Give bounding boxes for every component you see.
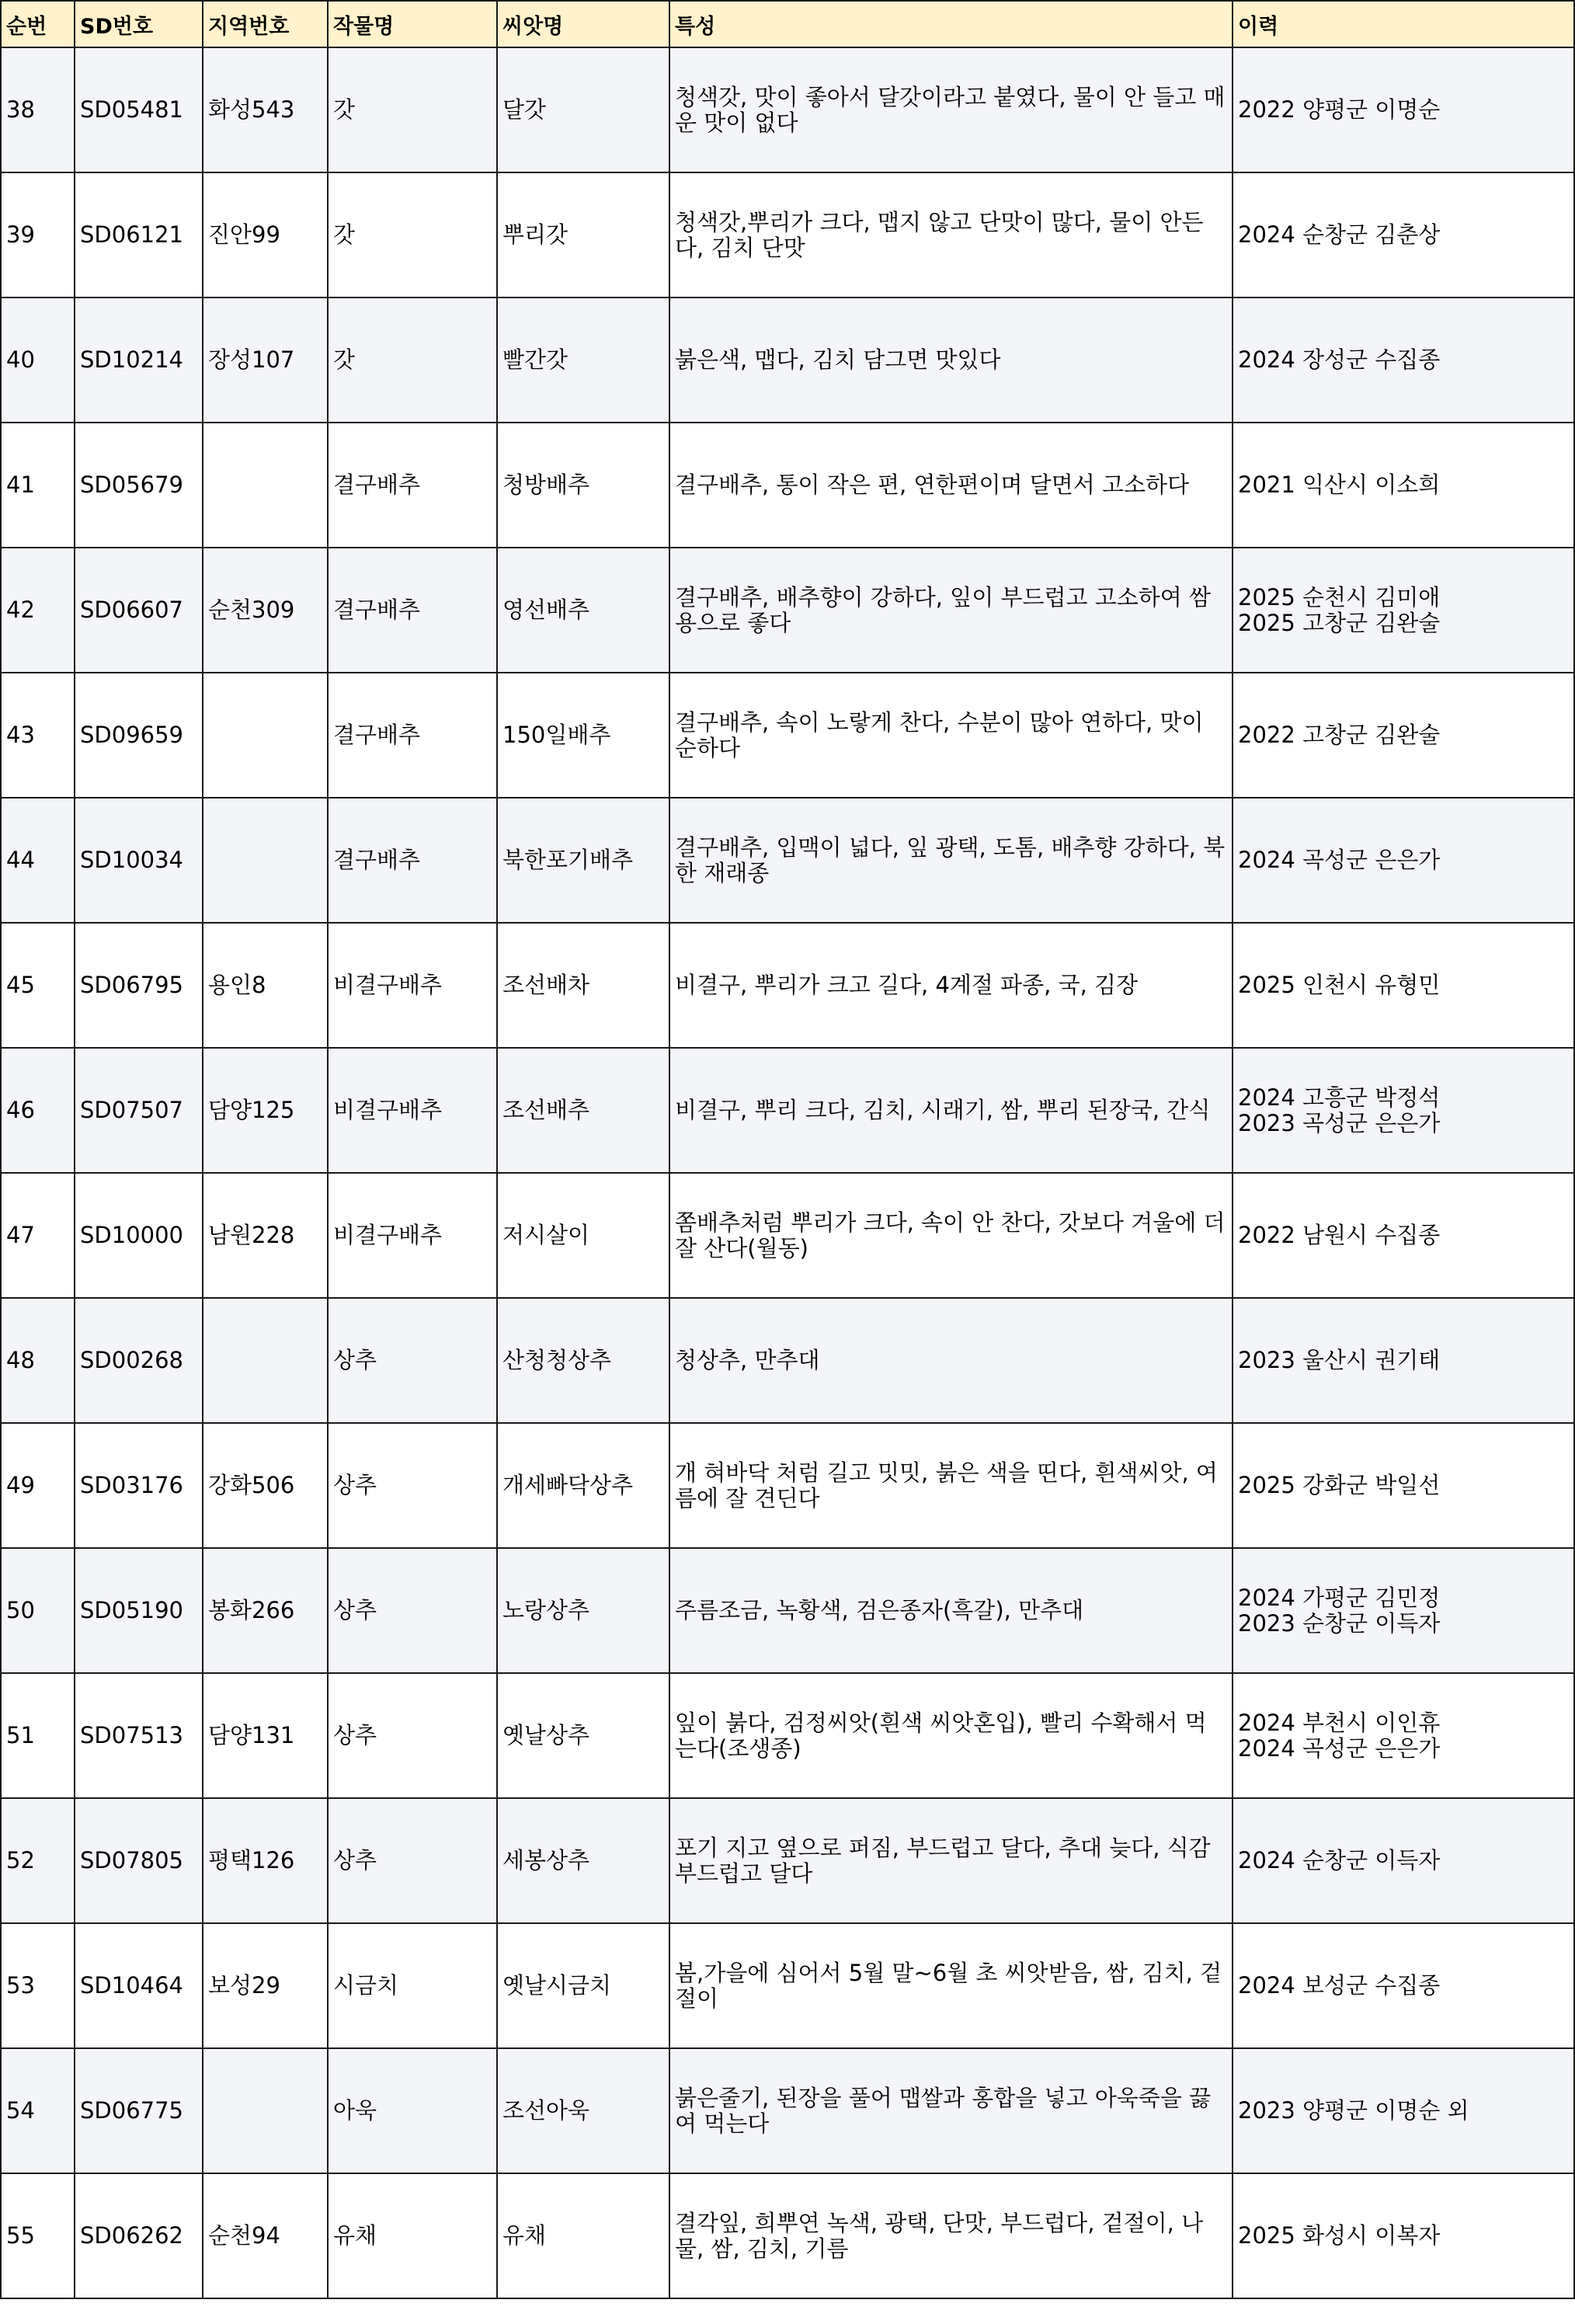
cell-sd-id: SD06607	[75, 548, 203, 673]
cell-crop: 갓	[328, 297, 497, 423]
cell-crop: 상추	[328, 1673, 497, 1798]
cell-crop: 상추	[328, 1423, 497, 1548]
table-row	[1, 2173, 1574, 2298]
cell-number: 42	[1, 548, 75, 673]
cell-region-code	[203, 798, 328, 923]
header-row	[1, 1, 1574, 47]
cell-traits: 주름조금, 녹황색, 검은종자(흑갈), 만추대	[669, 1548, 1233, 1673]
cell-sd-id: SD05190	[75, 1548, 203, 1673]
table-row	[1, 1048, 1574, 1173]
cell-seed-name: 옛날시금치	[497, 1923, 669, 2048]
cell-history: 2024 가평군 김민정 2023 순창군 이득자	[1233, 1548, 1574, 1673]
cell-crop: 상추	[328, 1548, 497, 1673]
cell-traits: 결구배추, 통이 작은 편, 연한편이며 달면서 고소하다	[669, 423, 1233, 548]
cell-crop: 결구배추	[328, 673, 497, 798]
col-header-history: 이력	[1233, 1, 1574, 47]
cell-number: 40	[1, 297, 75, 423]
table-row	[1, 2048, 1574, 2173]
cell-seed-name: 조선배차	[497, 923, 669, 1048]
cell-traits: 비결구, 뿌리 크다, 김치, 시래기, 쌈, 뿌리 된장국, 간식	[669, 1048, 1233, 1173]
cell-sd-id: SD10464	[75, 1923, 203, 2048]
cell-crop: 아욱	[328, 2048, 497, 2173]
cell-sd-id: SD06262	[75, 2173, 203, 2298]
cell-region-code	[203, 2048, 328, 2173]
col-header-seed-name: 씨앗명	[497, 1, 669, 47]
cell-history: 2024 순창군 김춘상	[1233, 172, 1574, 297]
cell-region-code: 순천309	[203, 548, 328, 673]
cell-number: 39	[1, 172, 75, 297]
table-row	[1, 1173, 1574, 1298]
table-row	[1, 548, 1574, 673]
cell-seed-name: 세봉상추	[497, 1798, 669, 1923]
table-row	[1, 1423, 1574, 1548]
cell-traits: 비결구, 뿌리가 크고 길다, 4계절 파종, 국, 김장	[669, 923, 1233, 1048]
col-header-number: 순번	[1, 1, 75, 47]
cell-number: 51	[1, 1673, 75, 1798]
table-row	[1, 1798, 1574, 1923]
cell-traits: 청색갓, 맛이 좋아서 달갓이라고 붙였다, 물이 안 들고 매운 맛이 없다	[669, 47, 1233, 172]
cell-number: 43	[1, 673, 75, 798]
cell-history: 2022 남원시 수집종	[1233, 1173, 1574, 1298]
cell-number: 44	[1, 798, 75, 923]
table-row	[1, 1298, 1574, 1423]
cell-region-code: 담양131	[203, 1673, 328, 1798]
cell-history: 2022 고창군 김완술	[1233, 673, 1574, 798]
cell-traits: 결구배추, 입맥이 넓다, 잎 광택, 도톰, 배추향 강하다, 북한 재래종	[669, 798, 1233, 923]
cell-seed-name: 유채	[497, 2173, 669, 2298]
cell-region-code: 장성107	[203, 297, 328, 423]
table-row	[1, 1548, 1574, 1673]
cell-traits: 청상추, 만추대	[669, 1298, 1233, 1423]
cell-crop: 갓	[328, 47, 497, 172]
table-row	[1, 923, 1574, 1048]
cell-history: 2021 익산시 이소희	[1233, 423, 1574, 548]
cell-number: 41	[1, 423, 75, 548]
cell-history: 2024 장성군 수집종	[1233, 297, 1574, 423]
cell-crop: 결구배추	[328, 548, 497, 673]
cell-history: 2025 강화군 박일선	[1233, 1423, 1574, 1548]
cell-region-code: 용인8	[203, 923, 328, 1048]
cell-history: 2024 순창군 이득자	[1233, 1798, 1574, 1923]
cell-number: 48	[1, 1298, 75, 1423]
cell-crop: 비결구배추	[328, 923, 497, 1048]
cell-traits: 붉은줄기, 된장을 풀어 맵쌀과 홍합을 넣고 아욱죽을 끓여 먹는다	[669, 2048, 1233, 2173]
cell-sd-id: SD00268	[75, 1298, 203, 1423]
cell-region-code: 강화506	[203, 1423, 328, 1548]
cell-number: 46	[1, 1048, 75, 1173]
cell-region-code: 화성543	[203, 47, 328, 172]
cell-sd-id: SD09659	[75, 673, 203, 798]
cell-region-code: 평택126	[203, 1798, 328, 1923]
cell-sd-id: SD03176	[75, 1423, 203, 1548]
cell-traits: 잎이 붉다, 검정씨앗(흰색 씨앗혼입), 빨리 수확해서 먹는다(조생종)	[669, 1673, 1233, 1798]
table-row	[1, 172, 1574, 297]
col-header-crop: 작물명	[328, 1, 497, 47]
cell-crop: 갓	[328, 172, 497, 297]
cell-history: 2022 양평군 이명순	[1233, 47, 1574, 172]
col-header-region-code: 지역번호	[203, 1, 328, 47]
cell-seed-name: 조선아욱	[497, 2048, 669, 2173]
cell-number: 52	[1, 1798, 75, 1923]
cell-history: 2024 고흥군 박정석 2023 곡성군 은은가	[1233, 1048, 1574, 1173]
table-row	[1, 798, 1574, 923]
cell-number: 55	[1, 2173, 75, 2298]
col-header-sd-id: SD번호	[75, 1, 203, 47]
cell-history: 2023 울산시 권기태	[1233, 1298, 1574, 1423]
table-row	[1, 47, 1574, 172]
cell-seed-name: 조선배추	[497, 1048, 669, 1173]
cell-sd-id: SD05481	[75, 47, 203, 172]
cell-history: 2025 순천시 김미애 2025 고창군 김완술	[1233, 548, 1574, 673]
cell-crop: 결구배추	[328, 423, 497, 548]
cell-region-code: 보성29	[203, 1923, 328, 2048]
cell-region-code: 담양125	[203, 1048, 328, 1173]
cell-seed-name: 뿌리갓	[497, 172, 669, 297]
cell-crop: 비결구배추	[328, 1173, 497, 1298]
cell-seed-name: 북한포기배추	[497, 798, 669, 923]
cell-region-code	[203, 673, 328, 798]
cell-number: 47	[1, 1173, 75, 1298]
cell-history: 2024 부천시 이인휴 2024 곡성군 은은가	[1233, 1673, 1574, 1798]
cell-sd-id: SD06775	[75, 2048, 203, 2173]
cell-region-code: 남원228	[203, 1173, 328, 1298]
cell-crop: 시금치	[328, 1923, 497, 2048]
cell-seed-name: 노랑상추	[497, 1548, 669, 1673]
cell-traits: 봄,가을에 심어서 5월 말~6월 초 씨앗받음, 쌈, 김치, 겉절이	[669, 1923, 1233, 2048]
cell-traits: 붉은색, 맵다, 김치 담그면 맛있다	[669, 297, 1233, 423]
cell-sd-id: SD07513	[75, 1673, 203, 1798]
cell-number: 38	[1, 47, 75, 172]
cell-crop: 결구배추	[328, 798, 497, 923]
table-row	[1, 423, 1574, 548]
cell-sd-id: SD07507	[75, 1048, 203, 1173]
cell-sd-id: SD06121	[75, 172, 203, 297]
cell-number: 53	[1, 1923, 75, 2048]
cell-seed-name: 개세빠닥상추	[497, 1423, 669, 1548]
cell-seed-name: 150일배추	[497, 673, 669, 798]
cell-crop: 상추	[328, 1798, 497, 1923]
cell-history: 2025 화성시 이복자	[1233, 2173, 1574, 2298]
cell-number: 45	[1, 923, 75, 1048]
cell-history: 2023 양평군 이명순 외	[1233, 2048, 1574, 2173]
cell-sd-id: SD06795	[75, 923, 203, 1048]
cell-sd-id: SD10000	[75, 1173, 203, 1298]
table-row	[1, 297, 1574, 423]
table-row	[1, 1673, 1574, 1798]
cell-traits: 결구배추, 속이 노랗게 찬다, 수분이 많아 연하다, 맛이 순하다	[669, 673, 1233, 798]
cell-traits: 결각잎, 희뿌연 녹색, 광택, 단맛, 부드럽다, 겉절이, 나물, 쌈, 김치, 기름	[669, 2173, 1233, 2298]
table-body	[1, 47, 1574, 2298]
cell-region-code: 순천94	[203, 2173, 328, 2298]
cell-sd-id: SD05679	[75, 423, 203, 548]
cell-crop: 비결구배추	[328, 1048, 497, 1173]
cell-history: 2025 인천시 유형민	[1233, 923, 1574, 1048]
cell-traits: 개 혀바닥 처럼 길고 밋밋, 붉은 색을 띤다, 흰색씨앗, 여름에 잘 견딘다	[669, 1423, 1233, 1548]
cell-seed-name: 빨간갓	[497, 297, 669, 423]
cell-crop: 상추	[328, 1298, 497, 1423]
cell-traits: 결구배추, 배추향이 강하다, 잎이 부드럽고 고소하여 쌈용으로 좋다	[669, 548, 1233, 673]
cell-seed-name: 달갓	[497, 47, 669, 172]
cell-traits: 포기 지고 옆으로 퍼짐, 부드럽고 달다, 추대 늦다, 식감 부드럽고 달다	[669, 1798, 1233, 1923]
cell-seed-name: 저시살이	[497, 1173, 669, 1298]
cell-crop: 유채	[328, 2173, 497, 2298]
cell-number: 54	[1, 2048, 75, 2173]
cell-sd-id: SD10214	[75, 297, 203, 423]
cell-seed-name: 산청청상추	[497, 1298, 669, 1423]
cell-traits: 청색갓,뿌리가 크다, 맵지 않고 단맛이 많다, 물이 안든다, 김치 단맛	[669, 172, 1233, 297]
table-row	[1, 1923, 1574, 2048]
cell-history: 2024 보성군 수집종	[1233, 1923, 1574, 2048]
col-header-traits: 특성	[669, 1, 1233, 47]
cell-sd-id: SD07805	[75, 1798, 203, 1923]
cell-seed-name: 청방배추	[497, 423, 669, 548]
cell-seed-name: 옛날상추	[497, 1673, 669, 1798]
cell-number: 49	[1, 1423, 75, 1548]
cell-region-code: 진안99	[203, 172, 328, 297]
cell-region-code: 봉화266	[203, 1548, 328, 1673]
cell-number: 50	[1, 1548, 75, 1673]
cell-sd-id: SD10034	[75, 798, 203, 923]
table-row	[1, 673, 1574, 798]
cell-region-code	[203, 423, 328, 548]
cell-seed-name: 영선배추	[497, 548, 669, 673]
cell-traits: 쫌배추처럼 뿌리가 크다, 속이 안 찬다, 갓보다 겨울에 더 잘 산다(월동)	[669, 1173, 1233, 1298]
cell-region-code	[203, 1298, 328, 1423]
cell-history: 2024 곡성군 은은가	[1233, 798, 1574, 923]
